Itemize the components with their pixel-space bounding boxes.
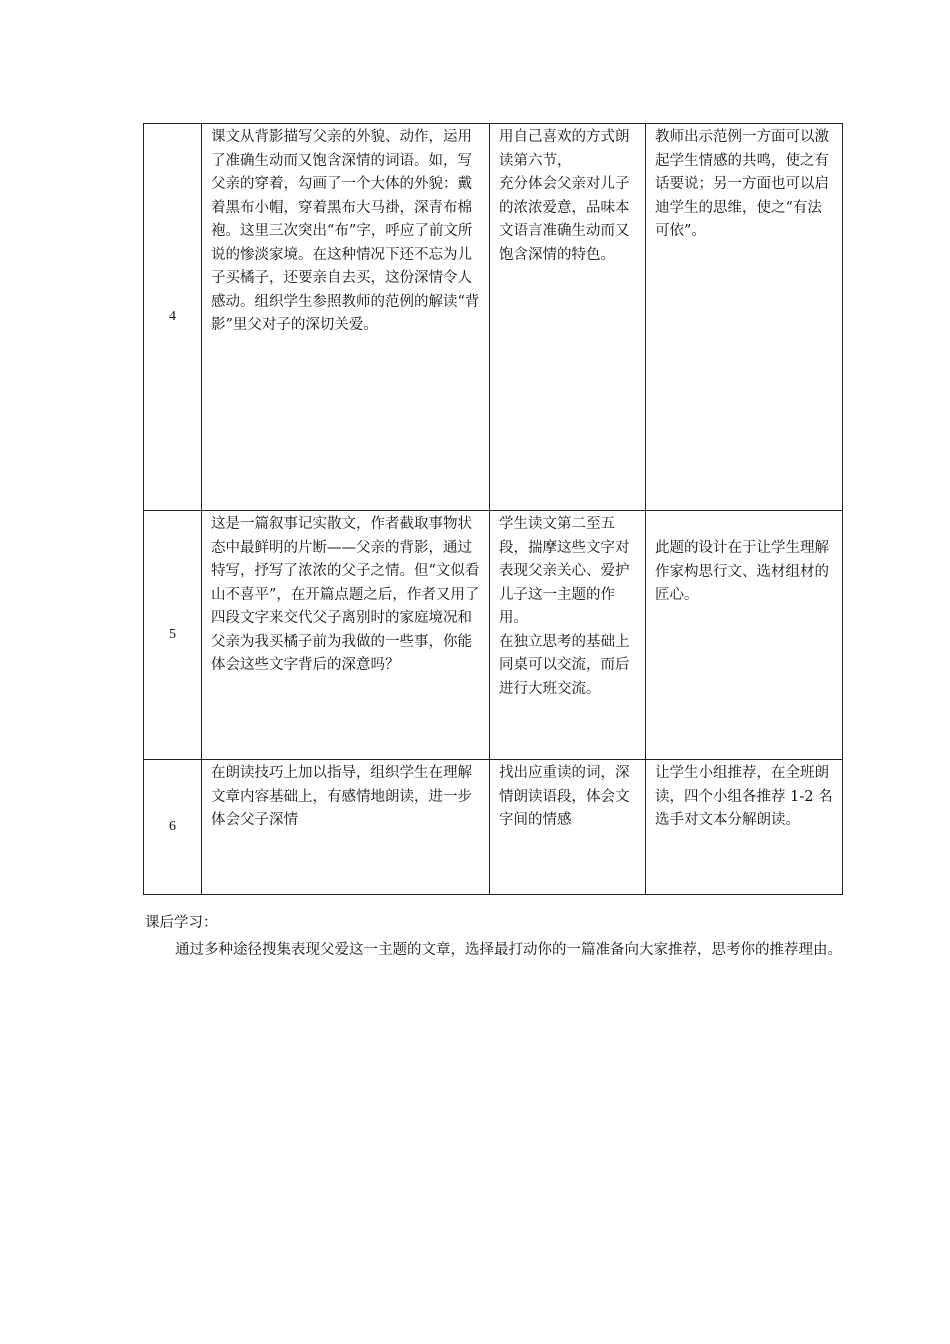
teacher-content-cell: 课文从背影描写父亲的外貌、动作，运用了准确生动而又饱含深情的词语。如，写父亲的穿着，勾画了一个大体的外貌：戴着黑布小帽，穿着黑布大马褂，深青布棉袍。这里三次突出“布”字，呼应了前文所说的惨淡家境。在这种情况下还不忘为儿子买橘子，还要亲自去买，这份深情令人感动。组织学生参照教师的范例的解读“背影”里父对子的深切关爱。 [202,124,490,511]
student-activity-cell [490,511,646,760]
activity-line: 找出应重读的词，深情朗读语段，体会文字间的情感 [499,765,630,828]
table-row [144,511,843,760]
student-activity-cell [490,124,646,511]
design-intent-cell: 教师出示范例一方面可以激起学生情感的共鸣，使之有话要说；另一方面也可以启迪学生的思维，使之“有法可依”。 [646,124,843,511]
row-number: 5 [144,511,202,760]
after-class-section [145,910,845,964]
design-intent-cell: 此题的设计在于让学生理解作家构思行文、选材组材的匠心。 [646,511,843,760]
table-row [144,760,843,895]
student-activity-cell [490,760,646,895]
activity-line: 学生读文第二至五段，揣摩这些文字对表现父亲关心、爱护儿子这一主题的作用。 [499,516,630,626]
after-class-title: 课后学习： [145,915,218,931]
teacher-content-cell: 在朗读技巧上加以指导，组织学生在理解文章内容基础上，有感情地朗读，进一步体会父子深情 [202,760,490,895]
row-number: 6 [144,760,202,895]
activity-line: 用自己喜欢的方式朗读第六节， [499,129,630,169]
table-row [144,124,843,511]
activity-line: 充分体会父亲对儿子的浓浓爱意，品味本文语言准确生动而又饱含深情的特色。 [499,176,630,263]
design-intent-cell: 让学生小组推荐，在全班朗读，四个小组各推荐 1-2 名选手对文本分解朗读。 [646,760,843,895]
after-class-body: 通过多种途径搜集表现父爱这一主题的文章，选择最打动你的一篇准备向大家推荐，思考你的推荐理由。 [175,942,842,958]
lesson-table [143,123,843,895]
teacher-content-cell: 这是一篇叙事记实散文，作者截取事物状态中最鲜明的片断——父亲的背影，通过特写，抒写了浓浓的父子之情。但“文似看山不喜平”，在开篇点题之后，作者又用了四段文字来交代父子离别时的家庭境况和父亲为我买橘子前为我做的一些事，你能体会这些文字背后的深意吗？ [202,511,490,760]
activity-line: 在独立思考的基础上同桌可以交流，而后进行大班交流。 [499,633,630,697]
row-number: 4 [144,124,202,511]
